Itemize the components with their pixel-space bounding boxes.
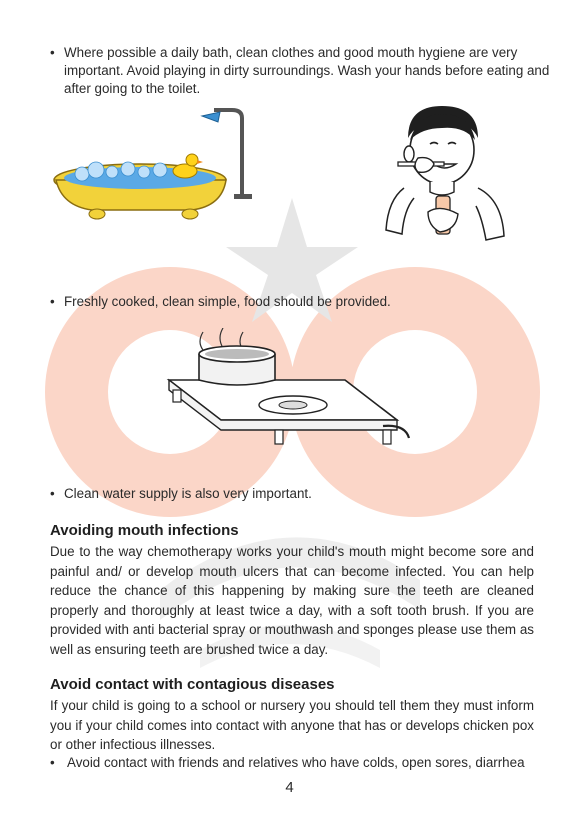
stove-leg [275,430,283,444]
bullet-water [50,485,550,503]
tub-foot [89,209,105,219]
bullet-hygiene-text: Where possible a daily bath, clean clothes and good mouth hygiene are very important. Avoid playing in dirty surroundings. Wash your hands before eating and after going to the toilet. [64,45,550,96]
bullet-dot: • [50,45,55,60]
bubble [121,162,135,176]
steam-line [200,332,203,350]
shower-base [234,194,252,199]
stove-leg [173,390,181,402]
bubble [88,162,104,178]
shower-head [202,112,220,122]
bullet-dot: • [50,294,55,309]
bullet-food [50,293,550,311]
bullet-water-text: Clean water supply is also very important. [64,486,312,501]
bullet-avoid-contact [50,754,553,772]
duck-beak [197,160,203,164]
boy-ear [404,146,414,162]
bubble [75,167,89,181]
bullet-dot: • [50,486,55,501]
duck-head [186,154,198,166]
bathtub-illustration [52,108,257,223]
bullet-dot: • [50,755,55,770]
steam-line [220,328,223,348]
bubble [138,166,150,178]
section-heading-mouth-infections: Avoiding mouth infections [50,522,239,539]
section-body-contagious-diseases: If your child is going to a school or nursery you should tell them they must inform you if your child comes into contact with anyone that has or develops chicken pox or other infectious illnesses. [50,698,534,753]
tub-foot [182,209,198,219]
bubble [153,163,167,177]
page-number: 4 [285,779,294,796]
stove-leg [383,430,391,444]
pot-contents [205,349,269,359]
section-heading-contagious-diseases: Avoid contact with contagious diseases [50,676,335,693]
stove-with-pot-illustration [165,328,415,460]
bullet-food-text: Freshly cooked, clean simple, food should be provided. [64,294,391,309]
bullet-avoid-contact-text: Avoid contact with friends and relatives who have colds, open sores, diarrhea [67,755,525,770]
boy-holding-hand [428,208,458,232]
bullet-hygiene [50,44,550,98]
boy-brushing-teeth-illustration [378,100,510,248]
boy-neck [430,182,454,195]
section-body-mouth-infections: Due to the way chemotherapy works your child's mouth might become sore and painful and/ or develop mouth ulcers that can become infected. You can help reduce the chance of this happening by making sure the teeth are cleaned properly and thoroughly at least twice a day, with a soft tooth brush. If you are provided with anti bacterial spray or mouthwash and sponges please use them as well as ensuring teeth are brushed twice a day. [50,544,534,657]
burner-right-inner [279,401,307,409]
bubble [106,166,118,178]
